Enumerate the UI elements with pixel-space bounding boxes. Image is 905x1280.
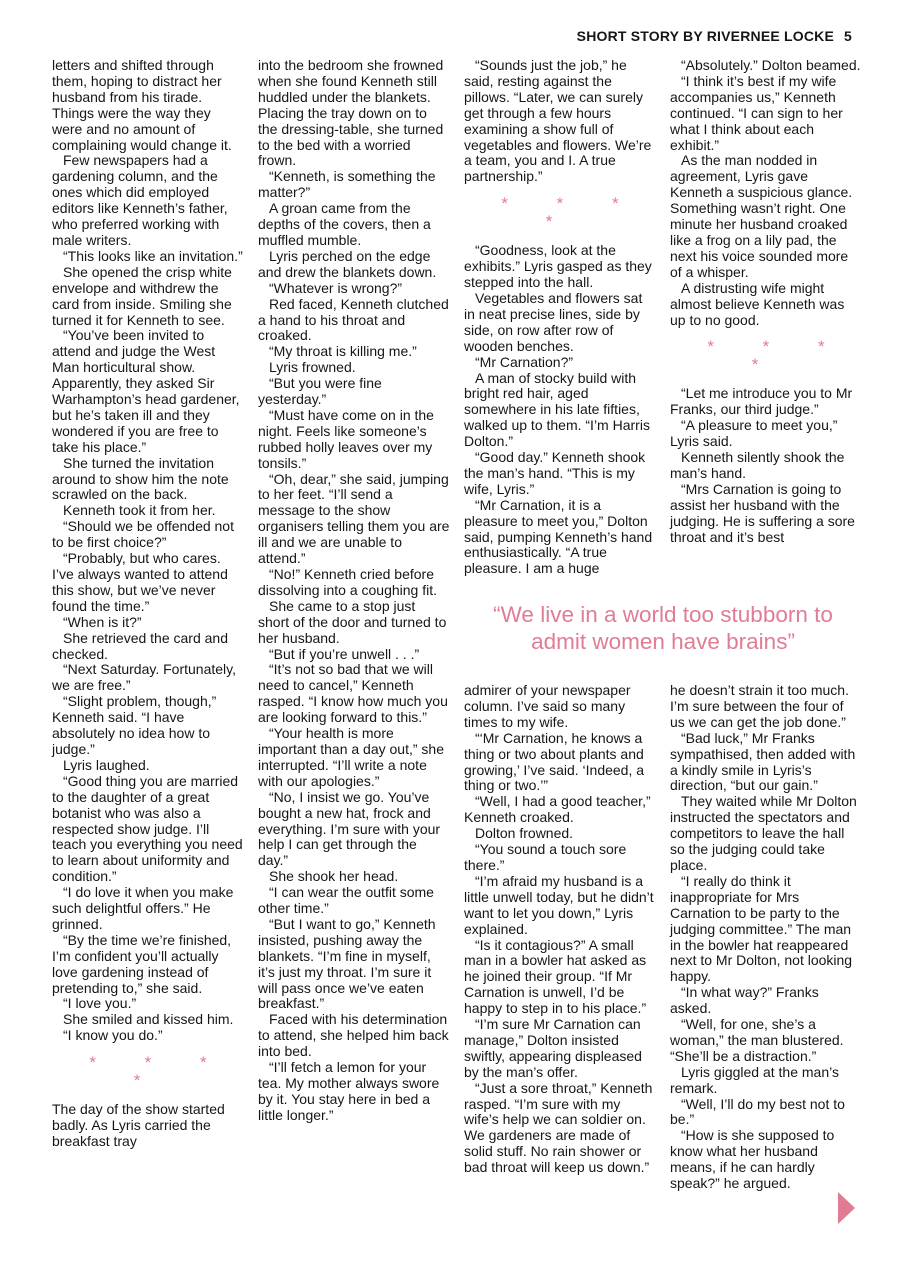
paragraph: “I do love it when you make such delightful offers.” He grinned. xyxy=(52,884,234,932)
paragraph: Lyris perched on the edge and drew the blankets down. xyxy=(258,247,437,280)
paragraph: “‘Mr Carnation, he knows a thing or two about plants and growing,’ I’ve said. ‘Indeed, a thing or two.’” xyxy=(464,729,645,794)
paragraph: “I really do think it inappropriate for Mrs Carnation to be party to the judging committee.” The man in the bowler hat reappeared next to Mr Dolton, not looking happy. xyxy=(670,872,853,985)
paragraph: A distrusting wife might almost believe Kenneth was up to no good. xyxy=(670,279,845,328)
page-header xyxy=(577,28,852,44)
paragraph: “Should we be offended not to be first choice?” xyxy=(52,518,234,551)
column-3-bottom xyxy=(464,683,656,1176)
paragraph: letters and shifted through them, hoping to distract her husband from his tirade. Things were the way they were and no amount of complaining would change it. xyxy=(52,57,232,153)
paragraph: Lyris frowned. xyxy=(269,359,356,376)
paragraph: “But I want to go,” Kenneth insisted, pushing away the blankets. “I’m fine in myself, it’s just my throat. I’m sure it will pass once we’ve eaten breakfast.” xyxy=(258,915,436,1012)
paragraph: “A pleasure to meet you,” Lyris said. xyxy=(670,417,838,450)
paragraph: “No!” Kenneth cried before dissolving into a coughing fit. xyxy=(258,566,437,598)
paragraph: Few newspapers had a gardening column, and the ones which did employed editors like Kenneth’s father, who preferred working with male writers. xyxy=(52,152,228,248)
paragraph: “I’ll fetch a lemon for your tea. My mother always swore by it. You stay here in bed a little longer.” xyxy=(258,1059,440,1123)
paragraph: Vegetables and flowers sat in neat precise lines, side by side, on row after row of wooden benches. xyxy=(464,289,643,354)
paragraph: A man of stocky build with bright red hair, aged somewhere in his late fifties, walked up to them. “I’m Harris Dolton.” xyxy=(464,369,650,450)
pull-quote: “We live in a world too stubborn to admit women have brains” xyxy=(493,602,833,654)
paragraph: Red faced, Kenneth clutched a hand to his throat and croaked. xyxy=(258,295,449,344)
paragraph: “Probably, but who cares. I’ve always wanted to attend this show, but we’ve never found the time.” xyxy=(52,550,228,614)
paragraph: he doesn’t strain it too much. I’m sure between the four of us we can get the job done.” xyxy=(670,682,849,730)
paragraph: “Good thing you are married to the daughter of a great botanist who was also a respected show judge. I’ll teach you everything you need to learn about uniformity and condition.” xyxy=(52,772,243,885)
column-4-bottom xyxy=(670,683,862,1192)
paragraph: “Slight problem, though,” Kenneth said. “I have absolutely no idea how to judge.” xyxy=(52,693,217,757)
paragraph: “But you were fine yesterday.” xyxy=(258,375,382,408)
paragraph: “Bad luck,” Mr Franks sympathised, then added with a kindly smile in Lyris’s direction, “but our gain.” xyxy=(670,729,856,794)
paragraph: “Sounds just the job,” he said, resting against the pillows. “Later, we can surely get through a few hours examining a show full of vegetables and flowers. We’re a team, you and I. A true partnership.” xyxy=(464,57,652,185)
paragraph: “No, I insist we go. You’ve bought a new hat, frock and everything. I’m sure with your help I can get through the day.” xyxy=(258,788,441,869)
paragraph: She opened the crisp white envelope and withdrew the card from inside. Smiling she turned it for Kenneth to see. xyxy=(52,263,232,328)
paragraph: “Is it contagious?” A small man in a bowler hat asked as he joined their group. “If Mr Carnation is unwell, I’d be happy to step in to his place.” xyxy=(464,936,647,1017)
paragraph: “But if you’re unwell . . .” xyxy=(269,645,420,662)
column-2 xyxy=(258,58,450,1124)
section-break-stars: * * * * xyxy=(501,194,641,232)
paragraph: “You’ve been invited to attend and judge the West Man horticultural show. Apparently, they asked Sir Warhampton’s head gardener, but he’s taken ill and they wondered if you are free to take his place.” xyxy=(52,327,240,455)
column-1 xyxy=(52,58,244,1150)
paragraph: “Mrs Carnation is going to assist her husband with the judging. He is suffering a sore throat and it’s best xyxy=(670,480,855,545)
paragraph: They waited while Mr Dolton instructed the spectators and competitors to leave the hall so the judging could take place. xyxy=(670,793,857,873)
paragraph: “I know you do.” xyxy=(63,1027,163,1044)
paragraph: Kenneth silently shook the man’s hand. xyxy=(670,449,845,481)
paragraph: She turned the invitation around to show him the note scrawled on the back. xyxy=(52,454,229,503)
paragraph: Kenneth took it from her. xyxy=(63,502,216,519)
paragraph: She retrieved the card and checked. xyxy=(52,629,228,662)
paragraph: Faced with his determination to attend, she helped him back into bed. xyxy=(258,1011,449,1060)
paragraph: “How is she supposed to know what her husband means, if he can hardly speak?” he argued. xyxy=(670,1127,835,1192)
paragraph: “Absolutely.” Dolton beamed. xyxy=(681,57,861,73)
paragraph: “Mr Carnation?” xyxy=(475,353,574,370)
paragraph: A groan came from the depths of the covers, then a muffled mumble. xyxy=(258,200,431,248)
paragraph: “This looks like an invitation.” xyxy=(63,247,243,264)
paragraph: “Well, for one, she’s a woman,” the man blustered. “She’ll be a distraction.” xyxy=(670,1016,844,1064)
paragraph: “Goodness, look at the exhibits.” Lyris gasped as they stepped into the hall. xyxy=(464,242,652,291)
paragraph: “Next Saturday. Fortunately, we are free.” xyxy=(52,661,236,694)
paragraph: “Must have come on in the night. Feels like someone’s rubbed holly leaves over my tonsils.” xyxy=(258,406,434,471)
paragraph: “Oh, dear,” she said, jumping to her feet. “I’ll send a message to the show organisers telling them you are ill and we are unable to attend.” xyxy=(258,470,450,567)
paragraph: “I’m sure Mr Carnation can manage,” Dolton insisted swiftly, appearing displeased by the man’s offer. xyxy=(464,1016,642,1080)
paragraph: “I can wear the outfit some other time.” xyxy=(258,884,434,917)
paragraph: admirer of your newspaper column. I’ve said so many times to my wife. xyxy=(464,682,631,730)
paragraph: “Mr Carnation, it is a pleasure to meet you,” Dolton said, pumping Kenneth’s hand enthusiastically. “A true pleasure. I am a huge xyxy=(464,496,653,577)
paragraph: “Kenneth, is something the matter?” xyxy=(258,168,436,201)
paragraph: She shook her head. xyxy=(269,868,399,885)
paragraph: She came to a stop just short of the door and turned to her husband. xyxy=(258,597,447,646)
paragraph: Lyris laughed. xyxy=(63,756,150,773)
paragraph: “Good day.” Kenneth shook the man’s hand. “This is my wife, Lyris.” xyxy=(464,449,646,497)
paragraph: “Let me introduce you to Mr Franks, our third judge.” xyxy=(670,385,853,418)
paragraph: She smiled and kissed him. xyxy=(63,1011,234,1028)
paragraph: Dolton frowned. xyxy=(475,825,574,842)
paragraph: “You sound a touch sore there.” xyxy=(464,841,627,873)
paragraph: “I love you.” xyxy=(63,995,137,1012)
paragraph: “Whatever is wrong?” xyxy=(269,279,403,296)
column-4-top xyxy=(670,58,862,545)
paragraph: Lyris giggled at the man’s remark. xyxy=(670,1063,839,1096)
page-number: 5 xyxy=(844,28,852,44)
paragraph: As the man nodded in agreement, Lyris gave Kenneth a suspicious glance. Something wasn’t right. One minute her husband croaked like a frog on a lily pad, the next his voice sounded more of a whisper. xyxy=(670,152,853,280)
paragraph: “I’m afraid my husband is a little unwell today, but he didn’t want to let you down,” Lyris explained. xyxy=(464,872,654,937)
paragraph: The day of the show started badly. As Lyris carried the breakfast tray xyxy=(52,1101,225,1149)
section-break-stars: * * * * xyxy=(707,337,847,375)
section-break-stars: * * * * xyxy=(89,1053,229,1091)
paragraph: “In what way?” Franks asked. xyxy=(670,984,819,1017)
column-3-top xyxy=(464,58,656,577)
paragraph: “When is it?” xyxy=(63,613,142,630)
paragraph: “It’s not so bad that we will need to cancel,” Kenneth rasped. “I know how much you are looking forward to this.” xyxy=(258,661,448,726)
paragraph: “My throat is killing me.” xyxy=(269,343,417,360)
paragraph: “I think it’s best if my wife accompanies us,” Kenneth continued. “I can sign to her what I think about each exhibit.” xyxy=(670,72,843,153)
story-title: SHORT STORY BY RIVERNEE LOCKE xyxy=(576,28,834,44)
paragraph: “By the time we’re finished, I’m confident you’ll actually love gardening instead of pretending to,” she said. xyxy=(52,931,232,996)
paragraph: into the bedroom she frowned when she found Kenneth still huddled under the blankets. Placing the tray down on to the dressing-table, she turned to the bed with a worried frown. xyxy=(258,57,444,169)
paragraph: “Well, I’ll do my best not to be.” xyxy=(670,1095,845,1128)
paragraph: “Just a sore throat,” Kenneth rasped. “I’m sure with my wife’s help we can soldier on. We gardeners are made of solid stuff. No rain shower or bad throat will keep us down.” xyxy=(464,1079,653,1176)
paragraph: “Your health is more important than a day out,” she interrupted. “I’ll write a note with our apologies.” xyxy=(258,725,444,789)
next-page-arrow-icon[interactable] xyxy=(838,1192,855,1224)
paragraph: “Well, I had a good teacher,” Kenneth croaked. xyxy=(464,793,651,826)
